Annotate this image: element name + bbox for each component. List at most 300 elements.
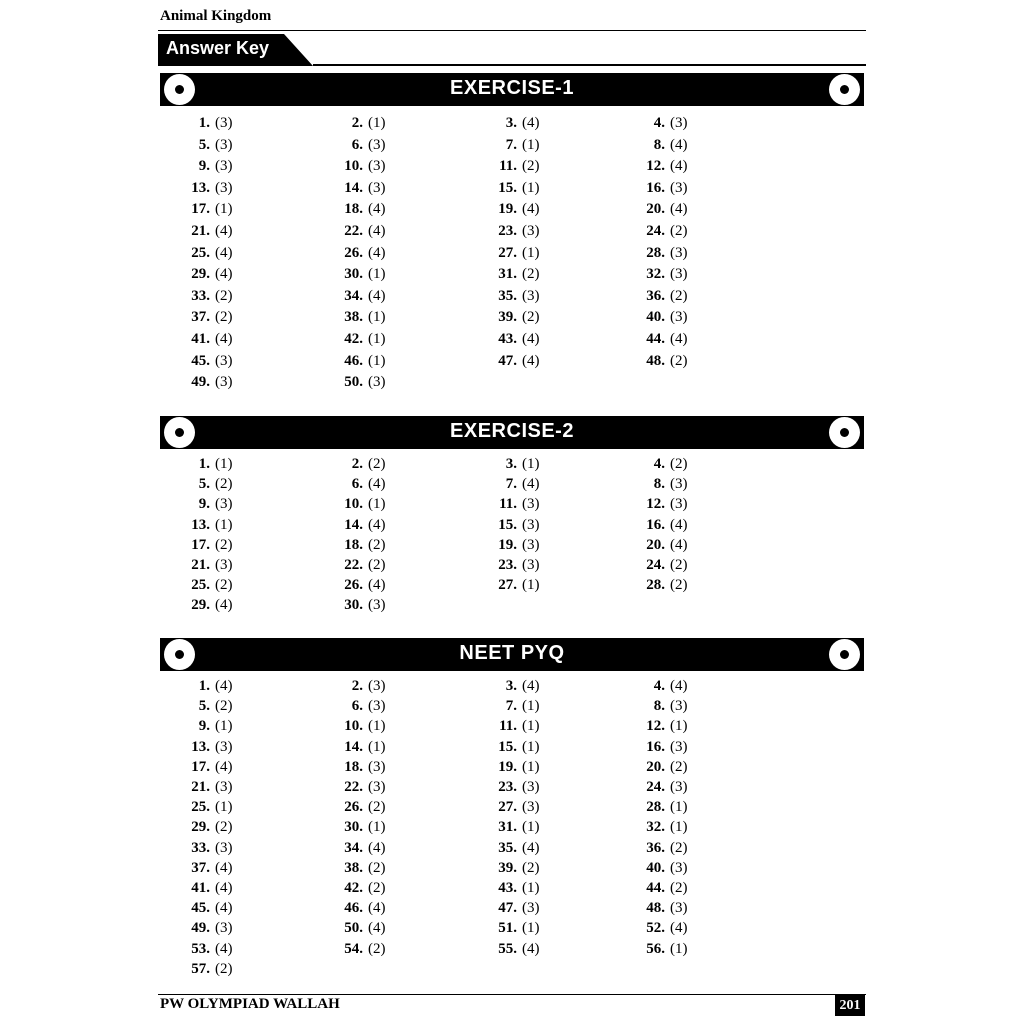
answer-option: (4): [522, 201, 540, 218]
question-number: 19.: [498, 758, 517, 775]
question-number: 52.: [646, 920, 665, 937]
answer-item: [335, 678, 386, 695]
question-number: 20.: [646, 201, 665, 218]
question-number: 1.: [198, 678, 210, 694]
answer-option: (2): [670, 880, 688, 896]
answer-option: (2): [215, 819, 233, 836]
answer-item: [182, 577, 233, 594]
question-number: 3.: [505, 678, 517, 694]
answer-option: (1): [670, 799, 688, 816]
answer-item: [637, 158, 688, 175]
answer-option: (1): [522, 738, 540, 755]
question-number: 28.: [646, 244, 665, 261]
answer-option: (4): [215, 940, 233, 957]
answer-item: [489, 759, 540, 776]
question-number: 11.: [499, 158, 517, 175]
answer-item: [489, 941, 540, 958]
question-number: 9.: [198, 718, 210, 735]
answer-option: (3): [215, 158, 233, 175]
question-number: 48.: [646, 352, 665, 369]
answer-item: [637, 860, 688, 877]
answer-option: (2): [215, 287, 233, 304]
answer-option: (2): [215, 536, 233, 553]
answer-option: (1): [522, 136, 540, 153]
answer-item: [182, 309, 233, 326]
answer-item: [637, 115, 688, 132]
answer-item: [489, 353, 540, 370]
answer-option: (3): [215, 136, 233, 153]
header-rule: [158, 30, 866, 31]
answer-option: (4): [670, 516, 688, 533]
answer-item: [335, 309, 386, 326]
answer-option: (4): [215, 900, 233, 917]
answer-option: (4): [215, 758, 233, 775]
answer-option: (4): [368, 201, 386, 218]
question-number: 14.: [344, 179, 363, 196]
answer-item: [335, 577, 386, 594]
answer-item: [489, 819, 540, 836]
answer-option: (3): [670, 738, 688, 755]
answer-item: [335, 288, 386, 305]
answer-option: (3): [368, 158, 386, 175]
question-number: 15.: [498, 179, 517, 196]
question-number: 44.: [646, 880, 665, 896]
answer-option: (3): [670, 266, 688, 283]
question-number: 56.: [646, 940, 665, 957]
answer-item: [335, 920, 386, 937]
answer-item: [182, 920, 233, 937]
question-number: 50.: [344, 920, 363, 937]
answer-option: (4): [670, 201, 688, 218]
answer-item: [182, 799, 233, 816]
answer-item: [182, 288, 233, 305]
question-number: 18.: [344, 758, 363, 775]
answer-option: (2): [215, 476, 233, 493]
question-number: 30.: [344, 266, 363, 283]
question-number: 10.: [344, 718, 363, 735]
answer-option: (1): [215, 718, 233, 735]
answer-item: [182, 266, 233, 283]
answer-option: (1): [522, 718, 540, 735]
question-number: 34.: [344, 839, 363, 856]
answer-item: [637, 201, 688, 218]
answer-item: [335, 557, 386, 574]
answer-item: [489, 678, 540, 695]
answer-option: (3): [670, 859, 688, 876]
question-number: 9.: [198, 496, 210, 513]
answer-option: (3): [522, 223, 540, 239]
answer-item: [335, 245, 386, 262]
question-number: 39.: [498, 859, 517, 876]
answer-option: (1): [670, 819, 688, 836]
answer-option: (4): [215, 223, 233, 239]
question-number: 28.: [646, 577, 665, 594]
answer-option: (3): [522, 779, 540, 795]
answer-item: [489, 456, 540, 473]
answer-option: (1): [368, 115, 386, 131]
answer-option: (1): [215, 516, 233, 533]
answer-option: (1): [215, 201, 233, 218]
section-banner-exercise-1: [160, 73, 864, 106]
answer-option: (1): [215, 799, 233, 816]
answer-item: [335, 115, 386, 132]
question-number: 18.: [344, 536, 363, 553]
answer-item: [335, 779, 386, 796]
answer-item: [335, 860, 386, 877]
answer-item: [489, 158, 540, 175]
question-number: 37.: [191, 309, 210, 326]
answer-item: [335, 799, 386, 816]
question-number: 47.: [498, 352, 517, 369]
answer-option: (2): [670, 577, 688, 594]
answer-item: [335, 759, 386, 776]
page-number: 201: [835, 995, 865, 1016]
answer-item: [489, 698, 540, 715]
answer-option: (2): [368, 880, 386, 896]
answer-item: [182, 941, 233, 958]
question-number: 32.: [646, 266, 665, 283]
answer-item: [335, 517, 386, 534]
answer-item: [637, 577, 688, 594]
question-number: 41.: [191, 331, 210, 347]
question-number: 19.: [498, 201, 517, 218]
answer-item: [637, 288, 688, 305]
question-number: 2.: [351, 115, 363, 131]
question-number: 28.: [646, 799, 665, 816]
answer-item: [637, 819, 688, 836]
question-number: 18.: [344, 201, 363, 218]
answer-item: [182, 517, 233, 534]
answer-option: (4): [215, 331, 233, 347]
question-number: 7.: [505, 698, 517, 715]
answer-item: [335, 353, 386, 370]
answer-option: (2): [522, 158, 540, 175]
answer-option: (4): [215, 880, 233, 896]
answer-item: [637, 537, 688, 554]
question-number: 25.: [191, 799, 210, 816]
question-number: 26.: [344, 244, 363, 261]
question-number: 23.: [498, 779, 517, 795]
ring-icon: [829, 639, 860, 670]
answer-option: (2): [670, 352, 688, 369]
answer-item: [335, 180, 386, 197]
answer-option: (4): [368, 920, 386, 937]
question-number: 12.: [646, 718, 665, 735]
answer-item: [637, 309, 688, 326]
answer-option: (4): [368, 839, 386, 856]
answer-option: (1): [368, 496, 386, 513]
question-number: 30.: [344, 819, 363, 836]
answer-option: (3): [670, 115, 688, 131]
answer-item: [637, 880, 688, 897]
question-number: 40.: [646, 859, 665, 876]
answer-item: [489, 245, 540, 262]
question-number: 4.: [653, 678, 665, 694]
answer-item: [489, 517, 540, 534]
question-number: 7.: [505, 136, 517, 153]
answer-option: (2): [522, 859, 540, 876]
question-number: 9.: [198, 158, 210, 175]
answer-option: (2): [670, 758, 688, 775]
answer-option: (3): [215, 374, 233, 391]
answer-item: [182, 331, 233, 348]
answer-item: [637, 698, 688, 715]
question-number: 21.: [191, 223, 210, 239]
answer-item: [335, 456, 386, 473]
answer-item: [637, 223, 688, 240]
answer-item: [182, 374, 233, 391]
question-number: 55.: [498, 940, 517, 957]
answer-item: [335, 739, 386, 756]
answer-option: (1): [522, 244, 540, 261]
answer-item: [637, 941, 688, 958]
answer-option: (2): [368, 859, 386, 876]
footer-brand: PW OLYMPIAD WALLAH: [160, 996, 340, 1012]
answer-item: [182, 201, 233, 218]
question-number: 49.: [191, 920, 210, 937]
question-number: 21.: [191, 779, 210, 795]
question-number: 22.: [344, 223, 363, 239]
question-number: 21.: [191, 557, 210, 573]
answer-item: [489, 309, 540, 326]
answer-option: (3): [522, 287, 540, 304]
answer-item: [182, 880, 233, 897]
answer-item: [182, 860, 233, 877]
answer-option: (3): [522, 900, 540, 917]
question-number: 31.: [498, 266, 517, 283]
question-number: 20.: [646, 536, 665, 553]
question-number: 38.: [344, 309, 363, 326]
question-number: 2.: [351, 456, 363, 472]
answer-option: (4): [215, 678, 233, 694]
answer-item: [182, 496, 233, 513]
question-number: 26.: [344, 799, 363, 816]
answer-option: (4): [522, 839, 540, 856]
answer-item: [182, 476, 233, 493]
question-number: 39.: [498, 309, 517, 326]
answer-item: [182, 158, 233, 175]
question-number: 35.: [498, 839, 517, 856]
question-number: 24.: [646, 223, 665, 239]
question-number: 27.: [498, 577, 517, 594]
section-banner-exercise-2: [160, 416, 864, 449]
answer-option: (1): [368, 819, 386, 836]
answer-item: [182, 819, 233, 836]
question-number: 33.: [191, 839, 210, 856]
answer-option: (1): [368, 266, 386, 283]
answer-item: [182, 739, 233, 756]
answer-item: [489, 266, 540, 283]
answer-item: [182, 223, 233, 240]
question-number: 4.: [653, 115, 665, 131]
answer-option: (3): [215, 920, 233, 937]
answer-item: [182, 900, 233, 917]
answer-option: (4): [522, 940, 540, 957]
answer-option: (2): [368, 536, 386, 553]
answer-option: (3): [368, 374, 386, 391]
answer-option: (4): [368, 577, 386, 594]
answer-option: (4): [215, 244, 233, 261]
answer-item: [637, 739, 688, 756]
answer-item: [335, 819, 386, 836]
answer-item: [637, 557, 688, 574]
question-number: 8.: [653, 698, 665, 715]
question-number: 7.: [505, 476, 517, 493]
question-number: 30.: [344, 597, 363, 614]
answer-item: [637, 353, 688, 370]
answer-item: [637, 678, 688, 695]
question-number: 12.: [646, 496, 665, 513]
answer-option: (3): [522, 557, 540, 573]
answer-item: [489, 331, 540, 348]
answer-option: (2): [215, 577, 233, 594]
answer-option: (2): [368, 557, 386, 573]
answer-item: [489, 718, 540, 735]
answer-item: [335, 880, 386, 897]
answer-option: (2): [522, 309, 540, 326]
question-number: 10.: [344, 496, 363, 513]
answer-option: (3): [368, 698, 386, 715]
question-number: 16.: [646, 516, 665, 533]
question-number: 5.: [198, 698, 210, 715]
answer-option: (1): [368, 309, 386, 326]
answer-option: (4): [522, 115, 540, 131]
answer-option: (3): [215, 779, 233, 795]
question-number: 17.: [191, 201, 210, 218]
answer-option: (4): [368, 516, 386, 533]
answer-item: [489, 115, 540, 132]
question-number: 6.: [351, 476, 363, 493]
answer-option: (3): [670, 496, 688, 513]
answer-option: (3): [368, 779, 386, 795]
answer-item: [637, 920, 688, 937]
answer-option: (4): [670, 920, 688, 937]
answer-option: (3): [670, 900, 688, 917]
answer-item: [489, 860, 540, 877]
question-number: 36.: [646, 839, 665, 856]
answer-item: [182, 137, 233, 154]
answer-item: [335, 941, 386, 958]
answer-option: (3): [215, 557, 233, 573]
answer-option: (2): [368, 456, 386, 472]
question-number: 24.: [646, 557, 665, 573]
question-number: 53.: [191, 940, 210, 957]
answer-option: (2): [670, 456, 688, 472]
answer-item: [489, 201, 540, 218]
answer-item: [489, 476, 540, 493]
answer-option: (1): [368, 352, 386, 369]
question-number: 42.: [344, 880, 363, 896]
answer-option: (3): [670, 244, 688, 261]
question-number: 46.: [344, 352, 363, 369]
answer-item: [489, 739, 540, 756]
question-number: 26.: [344, 577, 363, 594]
section-title: NEET PYQ: [459, 642, 565, 664]
answer-item: [182, 718, 233, 735]
question-number: 40.: [646, 309, 665, 326]
question-number: 45.: [191, 900, 210, 917]
answer-item: [335, 201, 386, 218]
answer-option: (2): [670, 287, 688, 304]
answer-item: [489, 288, 540, 305]
answer-item: [182, 597, 233, 614]
answer-option: (2): [670, 839, 688, 856]
answer-option: (3): [522, 516, 540, 533]
answer-item: [489, 496, 540, 513]
answer-item: [182, 180, 233, 197]
answer-option: (2): [368, 940, 386, 957]
question-number: 46.: [344, 900, 363, 917]
answer-option: (3): [368, 136, 386, 153]
question-number: 5.: [198, 136, 210, 153]
question-number: 1.: [198, 115, 210, 131]
question-number: 41.: [191, 880, 210, 896]
answer-option: (4): [522, 476, 540, 493]
answer-item: [335, 537, 386, 554]
answer-option: (3): [215, 496, 233, 513]
answer-item: [182, 840, 233, 857]
answer-option: (4): [368, 287, 386, 304]
answer-item: [489, 900, 540, 917]
ring-icon: [829, 417, 860, 448]
answer-item: [637, 476, 688, 493]
answer-item: [637, 517, 688, 534]
question-number: 29.: [191, 819, 210, 836]
question-number: 19.: [498, 536, 517, 553]
answer-item: [637, 496, 688, 513]
ring-icon: [829, 74, 860, 105]
answer-item: [637, 180, 688, 197]
answer-item: [489, 557, 540, 574]
question-number: 20.: [646, 758, 665, 775]
answer-item: [335, 223, 386, 240]
question-number: 2.: [351, 678, 363, 694]
answer-option: (3): [368, 678, 386, 694]
answer-option: (1): [522, 456, 540, 472]
answer-item: [182, 537, 233, 554]
answer-option: (2): [522, 266, 540, 283]
footer-rule: [158, 994, 866, 995]
question-number: 48.: [646, 900, 665, 917]
question-number: 42.: [344, 331, 363, 347]
question-number: 29.: [191, 597, 210, 614]
question-number: 10.: [344, 158, 363, 175]
answer-item: [335, 597, 386, 614]
answer-option: (1): [522, 819, 540, 836]
answer-option: (1): [522, 577, 540, 594]
answer-option: (1): [215, 456, 233, 472]
answer-option: (4): [670, 536, 688, 553]
question-number: 38.: [344, 859, 363, 876]
answer-item: [335, 266, 386, 283]
answer-option: (4): [522, 331, 540, 347]
question-number: 35.: [498, 287, 517, 304]
question-number: 49.: [191, 374, 210, 391]
question-number: 37.: [191, 859, 210, 876]
answer-item: [637, 840, 688, 857]
question-number: 24.: [646, 779, 665, 795]
answer-item: [637, 137, 688, 154]
question-number: 51.: [498, 920, 517, 937]
question-number: 14.: [344, 738, 363, 755]
running-head: Animal Kingdom: [160, 8, 272, 24]
question-number: 27.: [498, 799, 517, 816]
question-number: 25.: [191, 577, 210, 594]
answer-item: [335, 476, 386, 493]
question-number: 5.: [198, 476, 210, 493]
answer-option: (3): [368, 597, 386, 614]
answer-item: [335, 718, 386, 735]
